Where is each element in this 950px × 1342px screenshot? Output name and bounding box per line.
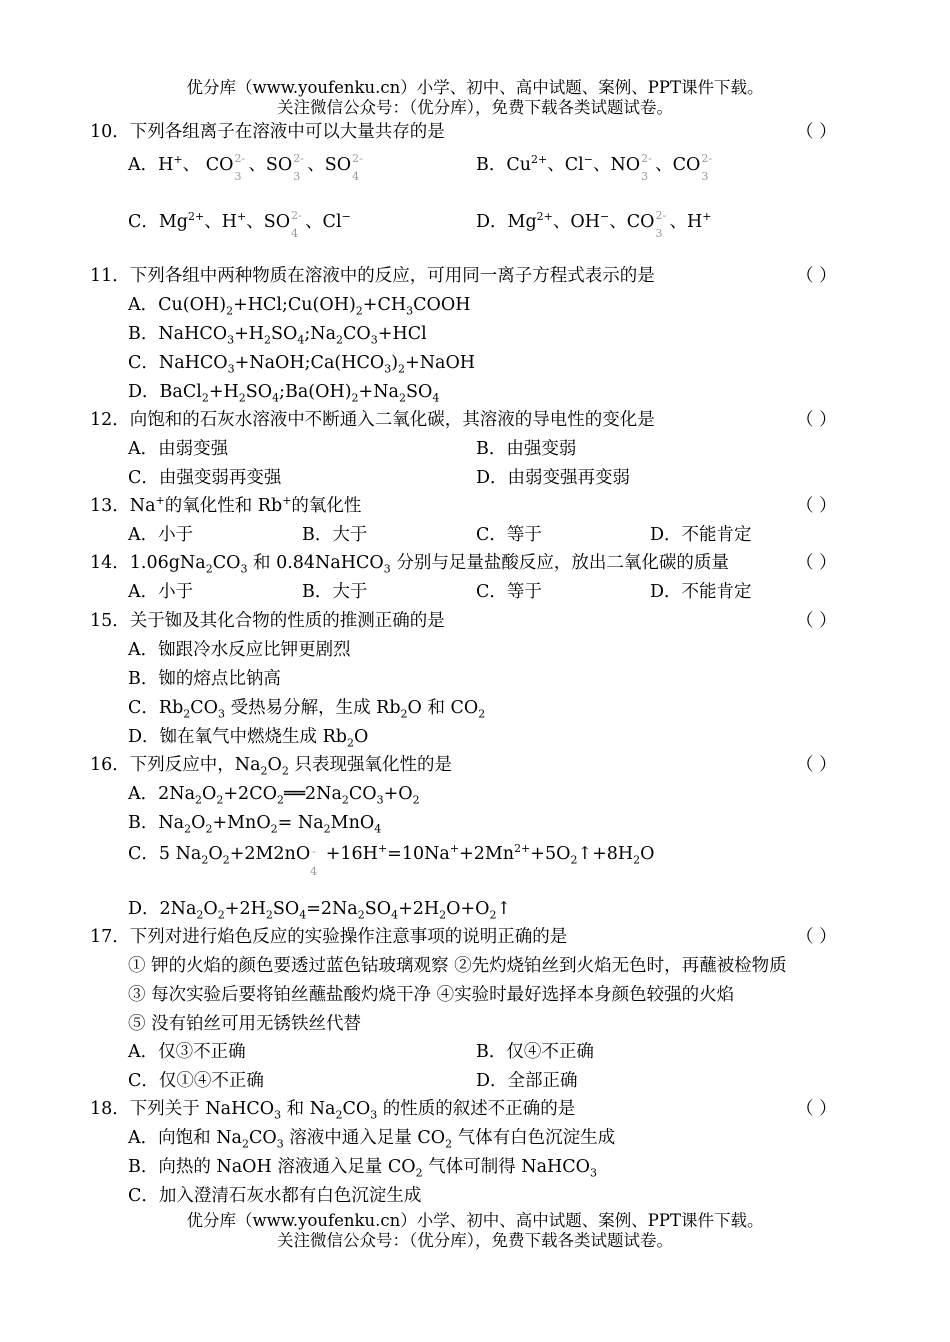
answer-bracket: （ ） <box>796 1099 837 1119</box>
question-16-option-b: B．$Na_2O_2+MnO_2= Na_2MnO_4$ <box>128 813 382 836</box>
page-header-line-2: 关注微信公众号：（优分库），免费下载各类试题试卷。 <box>277 98 673 117</box>
question-16-stem: 16．下列反应中，$Na_2O_2$ 只表现强氧化性的是 <box>90 755 452 778</box>
answer-bracket: （ ） <box>796 410 837 430</box>
question-14-option-c: C．等于 <box>476 582 542 602</box>
question-14-option-b: B．大于 <box>302 582 368 602</box>
question-15-option-d: D．铷在氧气中燃烧生成 $Rb_2O$ <box>128 727 369 750</box>
answer-bracket: （ ） <box>796 122 837 142</box>
answer-bracket: （ ） <box>796 266 837 286</box>
question-10-option-d: D．$Mg^{2+}$、OH−、CO 2- 3 、H+ <box>476 209 712 240</box>
question-17-option-d: D．全部正确 <box>476 1071 578 1091</box>
question-15-stem: 15．关于铷及其化合物的性质的推测正确的是 <box>90 611 445 631</box>
answer-bracket: （ ） <box>796 496 837 516</box>
question-16-option-a: A．$2Na_2O_2+2CO_2══2Na_2CO_3+O_2$ <box>128 784 420 807</box>
question-18-option-c: C．加入澄清石灰水都有白色沉淀生成 <box>128 1186 422 1206</box>
answer-bracket: （ ） <box>796 755 837 775</box>
page-header-line-1: 优分库（www.youfenku.cn）小学、初中、高中试题、案例、PPT课件下载。 <box>186 78 764 97</box>
question-10-stem: 10．下列各组离子在溶液中可以大量共存的是 <box>90 122 445 142</box>
question-13-option-c: C．等于 <box>476 525 542 545</box>
question-15-option-a: A．铷跟冷水反应比钾更剧烈 <box>128 640 351 660</box>
question-11-stem: 11．下列各组中两种物质在溶液中的反应，可用同一离子方程式表示的是 <box>90 266 655 286</box>
question-17-statement-3: ⑤ 没有铂丝可用无锈铁丝代替 <box>128 1014 362 1034</box>
question-14-stem: 14．$1.06gNa_2CO_3$ 和 0.84NaHCO$_3$ 分别与足量盐酸反应，放出二氧化碳的质量 <box>90 553 729 576</box>
question-15-option-b: B．铷的熔点比钠高 <box>128 669 281 689</box>
answer-bracket: （ ） <box>796 611 837 631</box>
question-16-option-d: D．$2Na_2O_2+2H_2SO_4=2Na_2SO_4+2H_2O+O_2↑$ <box>128 899 512 922</box>
question-12-stem: 12．向饱和的石灰水溶液中不断通入二氧化碳，其溶液的导电性的变化是 <box>90 410 655 430</box>
question-13-option-a: A．小于 <box>128 525 194 545</box>
page-footer-line-1: 优分库（www.youfenku.cn）小学、初中、高中试题、案例、PPT课件下载。 <box>186 1211 764 1230</box>
question-17-option-a: A．仅③不正确 <box>128 1042 246 1062</box>
question-12-option-c: C．由强变弱再变强 <box>128 468 282 488</box>
question-12-option-d: D．由弱变强再变弱 <box>476 468 631 488</box>
question-10-option-b: B．$Cu^{2+}$、Cl−、NO 2- 3 、CO 2- 3 <box>476 152 713 183</box>
answer-bracket: （ ） <box>796 553 837 573</box>
question-11-option-a: A．$Cu(OH)_2+HCl;Cu(OH)_2+CH_3COOH$ <box>128 295 471 318</box>
question-14-option-a: A．小于 <box>128 582 194 602</box>
question-12-option-a: A．由弱变强 <box>128 439 229 459</box>
question-10-option-a: A．H+、 CO 2- 3 、SO 2- 3 、SO 2- 4 <box>128 152 363 183</box>
question-17-option-b: B．仅④不正确 <box>476 1042 594 1062</box>
question-11-option-d: D．$BaCl_2+H_2SO_4;Ba(OH)_2+Na_2SO_4$ <box>128 382 440 405</box>
question-13-stem: 13．Na+的氧化性和 Rb+的氧化性 <box>90 494 362 516</box>
question-10-option-c: C．$Mg^{2+}$、H+、SO 2- 4 、Cl− <box>128 209 351 240</box>
question-13-option-d: D．不能肯定 <box>650 525 752 545</box>
question-13-option-b: B．大于 <box>302 525 368 545</box>
question-17-option-c: C．仅①④不正确 <box>128 1071 264 1091</box>
question-16-option-c: C．5 $Na_2O_2+2M2nO$ - 4 $+16H^+=10Na^++2Mn^{2+}+5O_2↑+8H_2O$ <box>128 842 655 878</box>
answer-bracket: （ ） <box>796 927 837 947</box>
page-footer-line-2: 关注微信公众号：（优分库），免费下载各类试题试卷。 <box>277 1231 673 1250</box>
question-18-option-b: B．向热的 NaOH 溶液通入足量 $CO_2$ 气体可制得 NaHCO$_3$ <box>128 1157 598 1180</box>
question-17-statement-2: ③ 每次实验后要将铂丝蘸盐酸灼烧干净 ④实验时最好选择本身颜色较强的火焰 <box>128 985 735 1005</box>
question-12-option-b: B．由强变弱 <box>476 439 577 459</box>
question-11-option-c: C．$NaHCO_3+NaOH;Ca(HCO_3)_2+NaOH$ <box>128 353 476 376</box>
question-15-option-c: C．$Rb_2CO_3$ 受热易分解，生成 $Rb_2O$ 和 $CO_2$ <box>128 698 486 721</box>
question-18-stem: 18．下列关于 NaHCO$_3$ 和 $Na_2CO_3$ 的性质的叙述不正确的是 <box>90 1099 576 1122</box>
question-17-stem: 17．下列对进行焰色反应的实验操作注意事项的说明正确的是 <box>90 927 568 947</box>
question-18-option-a: A．向饱和 $Na_2CO_3$ 溶液中通入足量 $CO_2$ 气体有白色沉淀生成 <box>128 1128 616 1151</box>
question-14-option-d: D．不能肯定 <box>650 582 752 602</box>
question-11-option-b: B．$NaHCO_3+H_2SO_4;Na_2CO_3+HCl$ <box>128 324 427 347</box>
question-17-statement-1: ① 钾的火焰的颜色要透过蓝色钴玻璃观察 ②先灼烧铂丝到火焰无色时，再蘸被检物质 <box>128 956 787 976</box>
